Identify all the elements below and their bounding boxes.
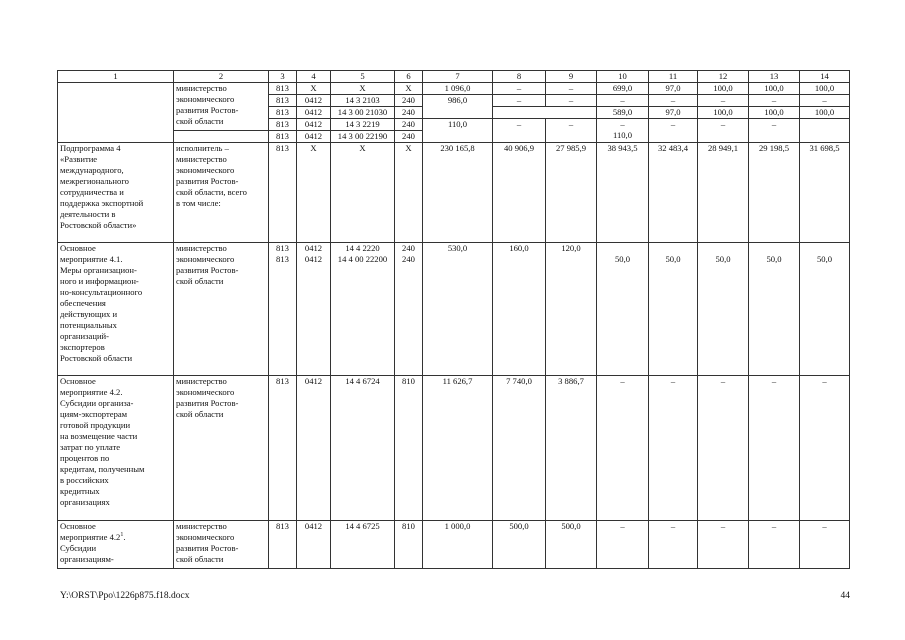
value-cell: – [749, 376, 800, 521]
code-cell: 0412 [297, 107, 331, 119]
table-header-row [58, 71, 850, 83]
budget-table [57, 70, 850, 569]
value-cell: – [597, 521, 649, 569]
value-cell: 50,0 [749, 243, 800, 376]
value-cell: 100,0 [749, 107, 800, 119]
executor-cell: министерство экономического развития Ростов- ской области [174, 83, 269, 131]
value-cell: – [800, 521, 850, 569]
value-cell: – [493, 83, 546, 95]
code-cell: 813 813 [269, 243, 297, 376]
value-cell: – [749, 119, 800, 143]
table-row [58, 243, 850, 376]
value-cell: – [698, 95, 749, 107]
column-number: 3 [269, 71, 297, 83]
code-cell: 240 [395, 95, 423, 107]
value-cell: 100,0 [749, 83, 800, 95]
code-cell: 813 [269, 119, 297, 131]
value-cell: 50,0 [698, 243, 749, 376]
code-cell: 240 [395, 107, 423, 119]
value-cell: 986,0 [423, 95, 493, 119]
column-number: 1 [58, 71, 174, 83]
code-cell: 0412 [297, 119, 331, 131]
code-cell: 0412 [297, 376, 331, 521]
code-cell: 14 3 2219 [331, 119, 395, 131]
value-cell: 100,0 [698, 107, 749, 119]
executor-cell: министерство экономического развития Ростов- ской области [174, 243, 269, 376]
value-cell: 7 740,0 [493, 376, 546, 521]
value-cell: 32 483,4 [649, 143, 698, 243]
value-cell: 530,0 [423, 243, 493, 376]
value-cell: 38 943,5 [597, 143, 649, 243]
executor-cell: исполнитель – министерство экономического развития Ростов- ской области, всего в том числе: [174, 143, 269, 243]
value-cell: 50,0 [597, 243, 649, 376]
code-cell: 14 3 2103 [331, 95, 395, 107]
column-number: 4 [297, 71, 331, 83]
subprogram-name-cell: Подпрограмма 4 «Развитие международного, межрегионального сотрудничества и поддержка экспортной деятельности в Ростовской области» [58, 143, 174, 243]
value-cell: – [649, 521, 698, 569]
value-cell: – [749, 521, 800, 569]
column-number: 12 [698, 71, 749, 83]
table-row [58, 143, 850, 243]
column-number: 2 [174, 71, 269, 83]
code-cell: 810 [395, 376, 423, 521]
table-row [58, 83, 850, 95]
value-cell: 230 165,8 [423, 143, 493, 243]
code-cell: Х [331, 83, 395, 95]
measure-name-cell: Основное мероприятие $4.2^1$. Субсидии организациям- [58, 521, 174, 569]
value-cell: – [698, 376, 749, 521]
value-cell: – [546, 95, 597, 107]
value-cell: 500,0 [493, 521, 546, 569]
code-cell: 810 [395, 521, 423, 569]
measure-name-cell: Основное мероприятие 4.1. Меры организацион- ного и информацион- но-консультационного обеспечения действующих и потенциальных организаций- экспортеров Ростовской области [58, 243, 174, 376]
measure-name-cell: Основное мероприятие 4.2. Субсидии организа- циям-экспортерам готовой продукции на возмещение части затрат по уплате процентов по кредитам, полученным в российских кредитных организациях [58, 376, 174, 521]
code-cell: Х [297, 143, 331, 243]
code-cell: Х [297, 83, 331, 95]
code-cell: 813 [269, 131, 297, 143]
value-cell: – 110,0 [597, 119, 649, 143]
value-cell: 110,0 [423, 119, 493, 143]
value-cell [800, 119, 850, 143]
code-cell: 14 3 00 21030 [331, 107, 395, 119]
value-cell: 40 906,9 [493, 143, 546, 243]
value-cell: – [597, 376, 649, 521]
executor-cell: министерство экономического развития Ростов- ской области [174, 376, 269, 521]
value-cell: 11 626,7 [423, 376, 493, 521]
value-cell: 50,0 [800, 243, 850, 376]
column-number: 7 [423, 71, 493, 83]
code-cell: 14 4 6724 [331, 376, 395, 521]
value-cell: 50,0 [649, 243, 698, 376]
code-cell: 813 [269, 376, 297, 521]
code-cell: Х [395, 143, 423, 243]
value-cell: 97,0 [649, 107, 698, 119]
value-cell: 3 886,7 [546, 376, 597, 521]
value-cell: 500,0 [546, 521, 597, 569]
value-cell: – [649, 119, 698, 143]
column-number: 10 [597, 71, 649, 83]
value-cell: 120,0 [546, 243, 597, 376]
value-cell: 699,0 [597, 83, 649, 95]
code-cell: 0412 [297, 131, 331, 143]
value-cell [493, 107, 597, 119]
value-cell: – [493, 119, 546, 143]
value-cell: – [698, 119, 749, 143]
executor-cell: министерство экономического развития Ростов- ской области [174, 521, 269, 569]
code-cell: 240 [395, 119, 423, 131]
page-number: 44 [840, 591, 850, 601]
value-cell: 100,0 [698, 83, 749, 95]
value-cell: 160,0 [493, 243, 546, 376]
code-cell: 14 4 6725 [331, 521, 395, 569]
code-cell: 240 [395, 131, 423, 143]
value-cell: – [800, 95, 850, 107]
value-cell: – [698, 521, 749, 569]
table-row [58, 376, 850, 521]
value-cell: – [546, 83, 597, 95]
column-number: 11 [649, 71, 698, 83]
code-cell: 813 [269, 143, 297, 243]
code-cell: 14 4 2220 14 4 00 22200 [331, 243, 395, 376]
value-cell: 1 000,0 [423, 521, 493, 569]
value-cell: 27 985,9 [546, 143, 597, 243]
column-number: 13 [749, 71, 800, 83]
code-cell: 813 [269, 83, 297, 95]
value-cell: 28 949,1 [698, 143, 749, 243]
code-cell: 240 240 [395, 243, 423, 376]
value-cell: 31 698,5 [800, 143, 850, 243]
value-cell: 97,0 [649, 83, 698, 95]
code-cell: 14 3 00 22190 [331, 131, 395, 143]
value-cell: 100,0 [800, 83, 850, 95]
column-number: 6 [395, 71, 423, 83]
table-row [58, 521, 850, 569]
value-cell: – [800, 376, 850, 521]
value-cell: 29 198,5 [749, 143, 800, 243]
code-cell: 0412 [297, 95, 331, 107]
value-cell: 589,0 [597, 107, 649, 119]
code-cell: Х [331, 143, 395, 243]
code-cell: Х [395, 83, 423, 95]
column-number: 9 [546, 71, 597, 83]
value-cell: – [649, 376, 698, 521]
column-number: 8 [493, 71, 546, 83]
column-number: 5 [331, 71, 395, 83]
value-cell: – [749, 95, 800, 107]
value-cell: 1 096,0 [423, 83, 493, 95]
value-cell: 100,0 [800, 107, 850, 119]
code-cell: 813 [269, 107, 297, 119]
code-cell: 813 [269, 95, 297, 107]
value-cell: – [546, 119, 597, 143]
column-number: 14 [800, 71, 850, 83]
executor-cell [174, 131, 269, 143]
value-cell: – [649, 95, 698, 107]
footer-file-path: Y:\ORST\Ppo\1226p875.f18.docx [60, 591, 190, 601]
value-cell: – [493, 95, 546, 107]
value-cell: – [597, 95, 649, 107]
program-name-cell [58, 83, 174, 143]
code-cell: 0412 0412 [297, 243, 331, 376]
code-cell: 813 [269, 521, 297, 569]
code-cell: 0412 [297, 521, 331, 569]
